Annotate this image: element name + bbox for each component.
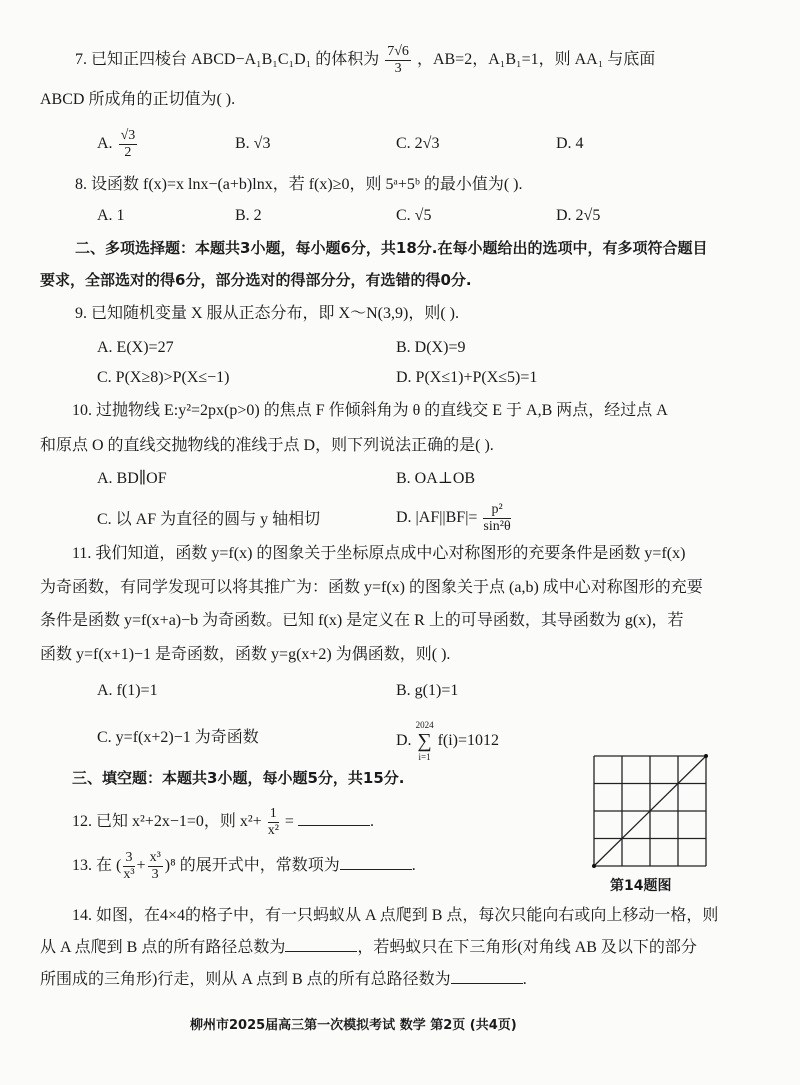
q10-option-c: C. 以 AF 为直径的圆与 y 轴相切 [97,511,321,528]
question-8: 8. 设函数 f(x)=x lnx−(a+b)lnx，若 f(x)≥0，则 5ᵃ+5ᵇ 的最小值为( ). [75,176,523,193]
q12-equals: = [284,813,294,831]
question-14-line-2 [40,937,697,958]
question-11-line-4: 函数 y=f(x+1)−1 是奇函数，函数 y=g(x+2) 为偶函数，则( ). [40,646,451,663]
section-2-heading-cont: 要求，全部选对的得6分，部分选对的得部分分，有选错的得0分. [40,271,472,289]
question-11-line-2: 为奇函数，有同学发现可以将其推广为：函数 y=f(x) 的图象关于点 (a,b) 成中心对称图形的充要 [40,579,703,596]
answer-blank[interactable] [340,855,412,870]
question-11-line-3: 条件是函数 y=f(x+a)−b 为奇函数。已知 f(x) 是定义在 R 上的可导函数，其导函数为 g(x)，若 [40,612,684,629]
question-10-line-1: 10. 过抛物线 E:y²=2px(p>0) 的焦点 F 作倾斜角为 θ 的直线交 E 于 A,B 两点，经过点 A [72,402,668,419]
sum-expression: f(i)=1012 [437,732,500,749]
q13-text: )⁸ 的展开式中，常数项为 [164,857,340,875]
q7-option-c: C. 2√3 [396,135,440,152]
question-9: 9. 已知随机变量 X 服从正态分布，即 X～N(3,9)，则( ). [75,305,459,322]
question-7-line-2: ABCD 所成角的正切值为( ). [40,91,236,108]
q12-text: 12. 已知 x²+2x−1=0，则 x²+ [72,813,262,831]
question-13: 13. 在 ( $\frac{3}{\text{x³}}$ + $\frac{\text{x³}}{3}$ )⁸ 的展开式中，常数项为 . [72,850,416,882]
plus-sign: + [136,857,146,875]
answer-blank[interactable] [298,811,370,826]
sigma-symbol: ∑ [417,730,432,752]
numerator: √3 [120,128,136,143]
numerator: p² [483,502,510,519]
question-7-line-1 [75,44,655,77]
q13-fraction-1 [123,850,134,883]
q7-option-a [97,128,139,161]
option-label: A. [97,135,113,153]
q10-option-b: B. OA⊥OB [396,470,476,487]
question-10-line-2: 和原点 O 的直线交抛物线的准线于点 D，则下列说法正确的是( ). [40,437,494,454]
option-fraction [119,128,138,161]
denominator: 3 [394,61,402,76]
q8-option-d: D. 2√5 [556,207,601,224]
summation [416,718,434,764]
point-b-marker [704,754,708,758]
question-14-line-3 [40,969,527,990]
q13-text: 13. 在 ( [72,857,122,875]
grid-figure [590,752,712,872]
denominator: 3 [151,867,159,882]
q8-option-a: A. 1 [97,207,125,224]
q9-option-c: C. P(X≥8)>P(X≤−1) [97,369,230,386]
page-footer: 柳州市2025届高三第一次模拟考试 数学 第2页 (共4页) [190,1018,517,1033]
q7-text: ，AB=2，A₁B₁=1，则 AA₁ 与底面 [416,51,656,69]
q9-option-a: A. E(X)=27 [97,339,174,356]
option-fraction [483,502,510,535]
sum-lower: i=1 [418,752,431,762]
section-2-heading: 二、多项选择题：本题共3小题，每小题6分，共18分.在每小题给出的选项中，有多项符合题目 [75,239,708,257]
numerator: 1 [268,806,279,823]
answer-blank-1[interactable] [285,937,357,952]
q11-option-c: C. y=f(x+2)−1 为奇函数 [97,729,259,746]
question-11-line-1: 11. 我们知道，函数 y=f(x) 的图象关于坐标原点成中心对称图形的充要条件是函数 y=f(x) [72,545,686,562]
q9-option-b: B. D(X)=9 [396,339,466,356]
q10-option-a: A. BD∥OF [97,470,167,487]
q7-option-b: B. √3 [235,135,271,152]
q11-option-b: B. g(1)=1 [396,682,459,699]
sum-upper: 2024 [415,720,434,730]
denominator: x² [267,823,279,838]
denominator: sin²θ [483,519,511,534]
q13-fraction-2 [148,850,163,883]
section-3-heading: 三、填空题：本题共3小题，每小题5分，共15分. [72,769,405,787]
q14-text: 从 A 点爬到 B 点的所有路径总数为 [40,939,286,956]
q14-text: ，若蚂蚁只在下三角形(对角线 AB 及以下的部分 [357,939,697,956]
question-12: 12. 已知 x²+2x−1=0，则 x²+ $\frac{1}{\text{x²}}$ = . [72,806,374,838]
q7-option-d: D. 4 [556,135,584,152]
question-14-line-1: 14. 如图，在4×4的格子中，有一只蚂蚁从 A 点爬到 B 点，每次只能向右或向上移动一格，则 [72,907,719,924]
numerator: x³ [149,850,161,865]
q11-option-a: A. f(1)=1 [97,682,158,699]
numerator: 3 [123,850,134,867]
q14-text: . [522,971,527,988]
figure-caption: 第14题图 [610,878,672,894]
q9-option-d: D. P(X≤1)+P(X≤5)=1 [396,369,538,386]
q10-option-d [396,502,513,535]
denominator: x³ [123,867,135,882]
option-label: D. [396,732,412,749]
option-label: D. |AF||BF|= [396,509,478,527]
q12-fraction [268,806,279,839]
q7-text: 7. 已知正四棱台 ABCD−A₁B₁C₁D₁ 的体积为 [75,51,380,69]
q8-option-c: C. √5 [396,207,432,224]
answer-blank-2[interactable] [451,969,523,984]
denominator: 2 [124,145,132,160]
numerator: 7√6 [387,44,409,59]
point-a-marker [592,864,596,868]
q14-text: 所围成的三角形)行走，则从 A 点到 B 点的所有总路径数为 [40,971,451,988]
q8-option-b: B. 2 [235,207,262,224]
volume-fraction [385,44,411,77]
q11-option-d [396,718,499,764]
